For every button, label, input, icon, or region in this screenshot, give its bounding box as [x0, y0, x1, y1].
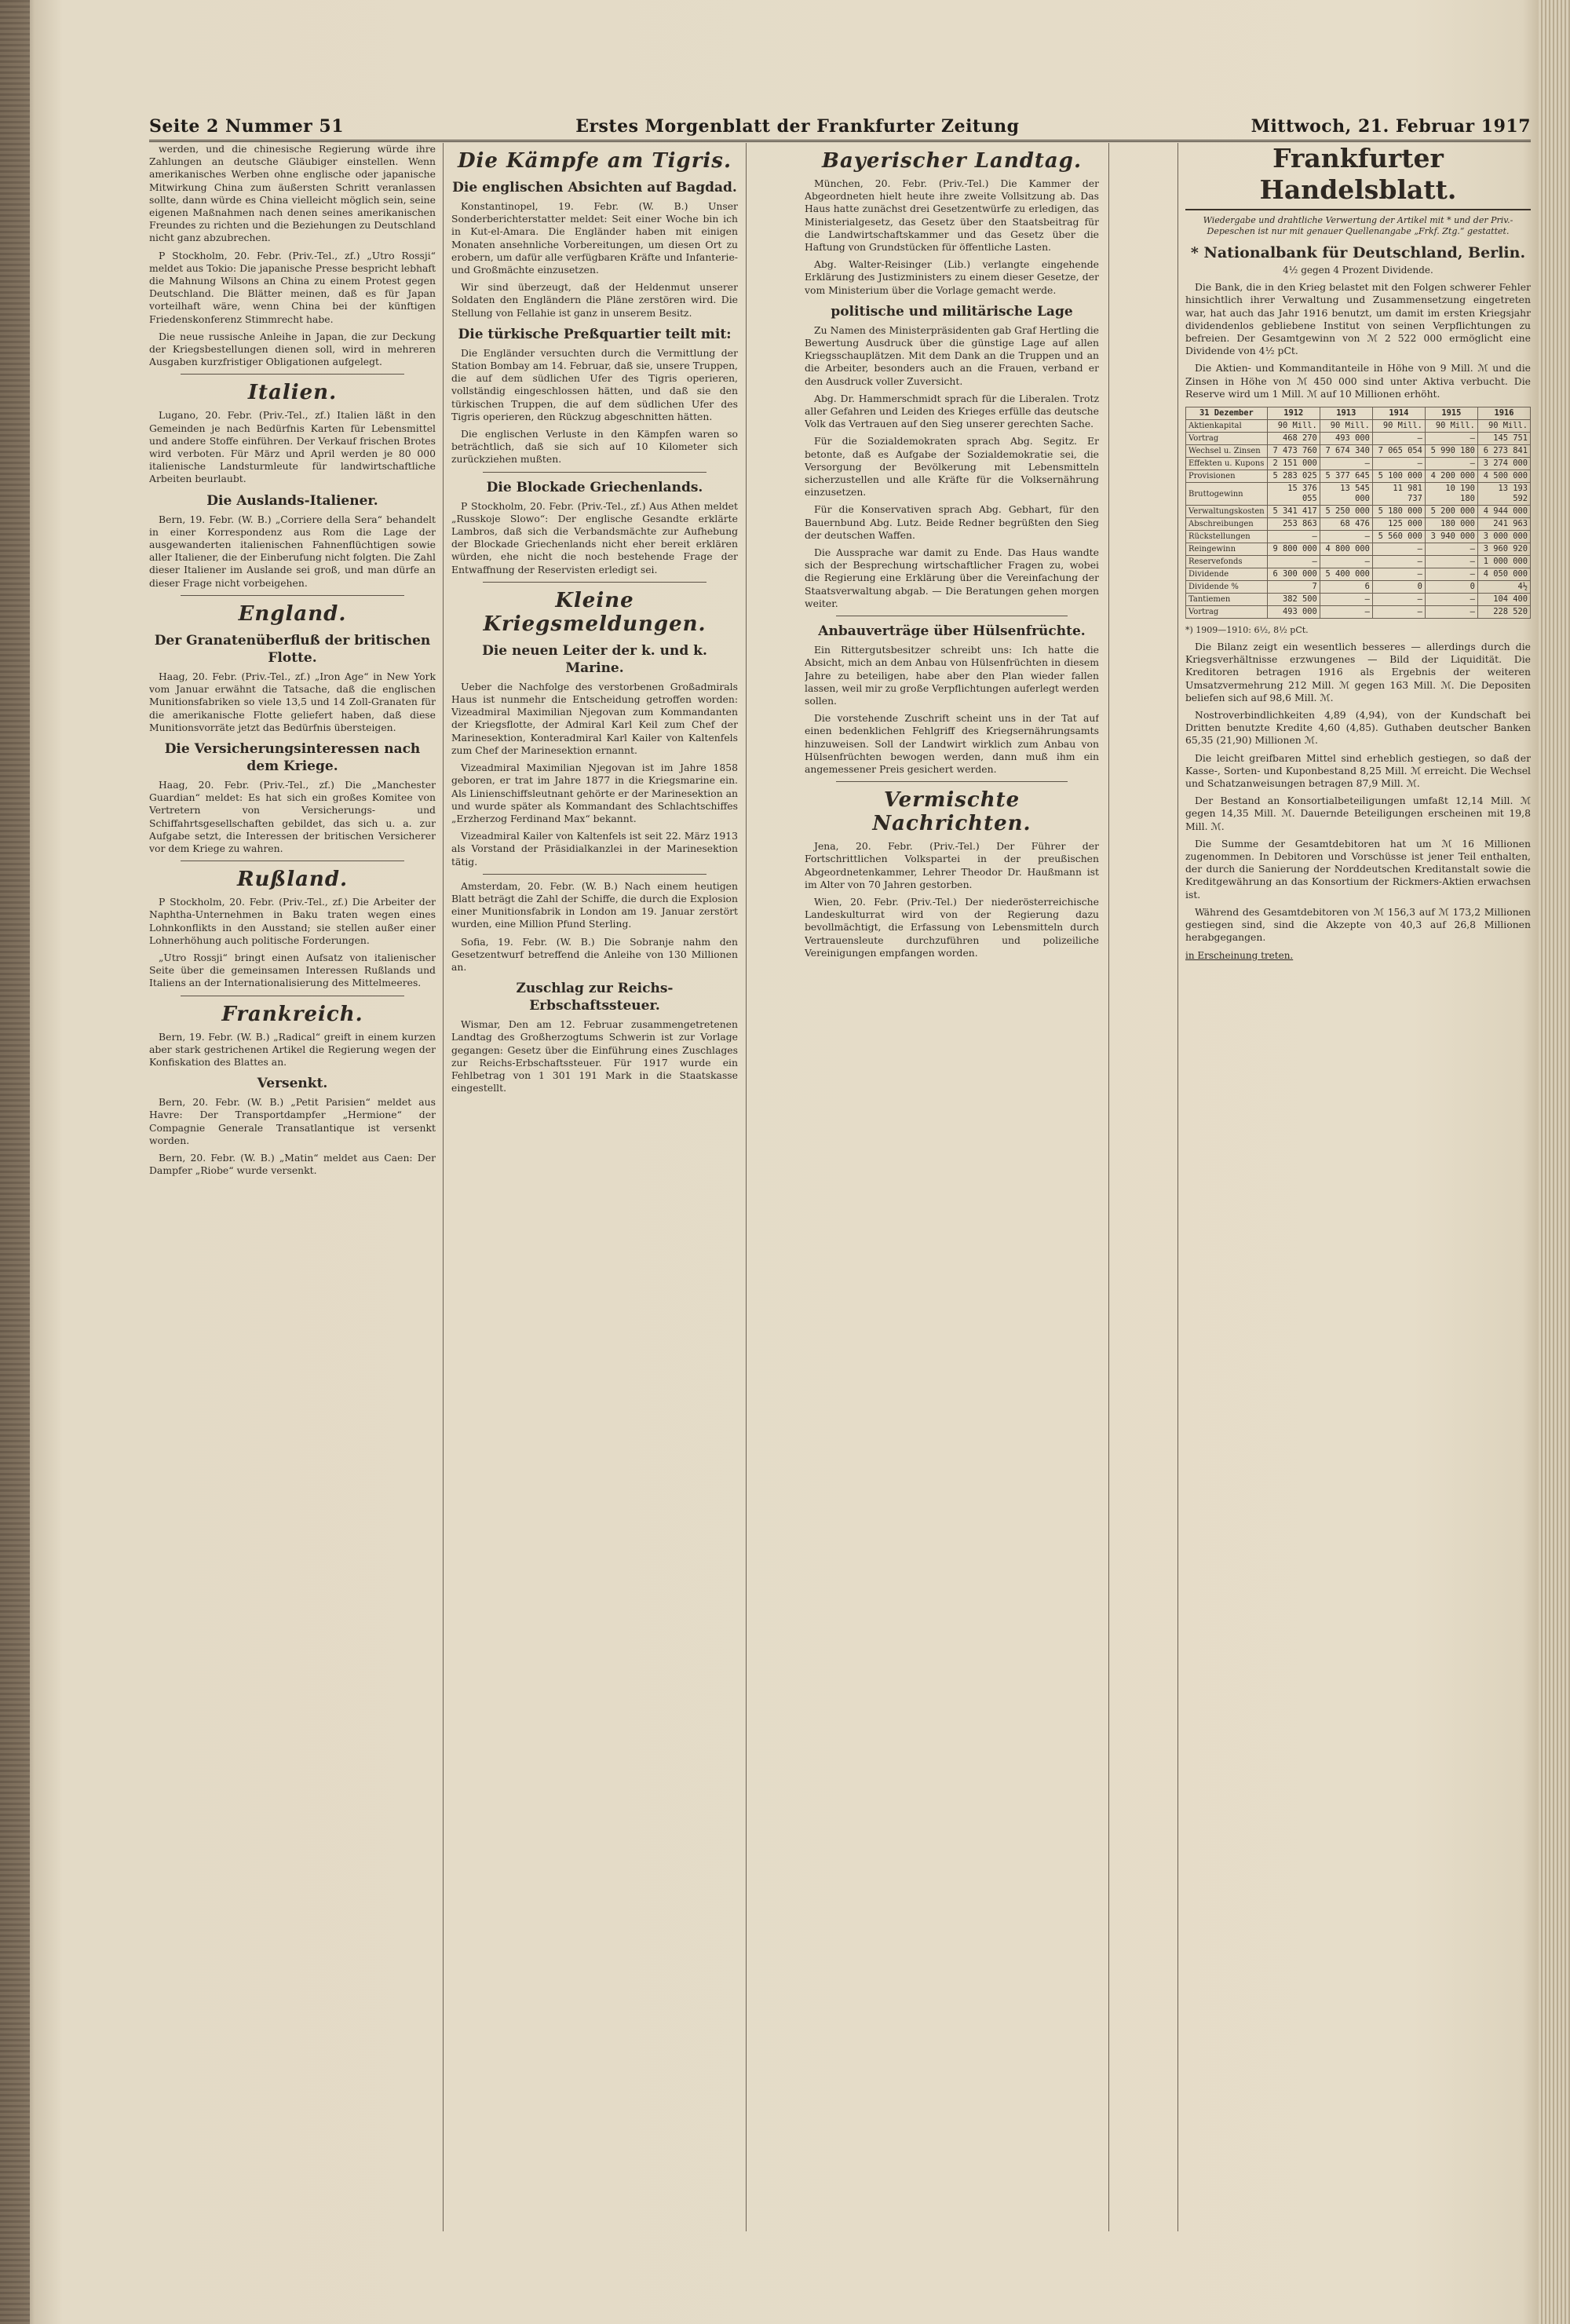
table-cell: 90 Mill. [1267, 420, 1320, 433]
article-subheading: Die neuen Leiter der k. und k. Marine. [482, 642, 707, 676]
table-cell: — [1372, 594, 1425, 606]
table-cell: 68 476 [1320, 518, 1372, 531]
section-heading-frankreich: Frankreich. [221, 1002, 363, 1026]
table-row [1186, 581, 1531, 594]
table-cell: 6 [1320, 581, 1372, 594]
table-column-header: 31 Dezember [1186, 407, 1268, 420]
table-cell: 7 [1267, 581, 1320, 594]
article-paragraph: Wismar, Den am 12. Februar zusammengetretenen Landtag des Großherzogtums Schwerin ist zur Vorlage gegangen: Gesetz über die Einführung eines Zuschlages zur Reichs-Erbschaftssteuer. Für 1917 wurde ein Fehlbetrag von 1 301 191 Mark in die Staatskasse eingestellt. [451, 1018, 738, 1094]
article-end-line: in Erscheinung treten. [1185, 949, 1294, 961]
article-paragraph: Abg. Dr. Hammerschmidt sprach für die Liberalen. Trotz aller Gefahren und Leiden des Krieges erfülle das deutsche Volk das Vertrauen auf den Sieg unserer gerechten Sache. [805, 392, 1099, 430]
table-column-header: 1914 [1372, 407, 1425, 420]
table-row [1186, 556, 1531, 568]
article-paragraph: Nostroverbindlichkeiten 4,89 (4,94), von der Kundschaft bei Dritten benutzte Kredite 4,60 (4,85). Guthaben deutscher Banken 65,35 (21,90) Millionen ℳ. [1185, 709, 1531, 747]
newspaper-title: Erstes Morgenblatt der Frankfurter Zeitung [575, 116, 1020, 137]
table-row-label: Verwaltungskosten [1186, 506, 1268, 518]
table-cell: — [1425, 543, 1477, 556]
table-cell: 9 800 000 [1267, 543, 1320, 556]
divider [181, 595, 404, 596]
table-cell: — [1425, 594, 1477, 606]
page-header [149, 102, 1531, 142]
article-heading: Die Kämpfe am Tigris. [457, 149, 732, 173]
article-paragraph: Die Summe der Gesamtdebitoren hat um ℳ 16 Millionen zugenommen. In Debitoren und Vorschüsse ist jener Teil enthalten, der durch die Sanierung der Norddeutschen Kreditanstalt sowie die Kreditgewährung an das Konsortium der Rickmers-Aktien erwachsen ist. [1185, 837, 1531, 901]
table-row [1186, 458, 1531, 470]
table-cell: 145 751 [1477, 433, 1530, 445]
table-row-label: Tantiemen [1186, 594, 1268, 606]
article-paragraph: Bern, 20. Febr. (W. B.) „Matin“ meldet aus Caen: Der Dampfer „Riobe“ wurde versenkt. [149, 1151, 436, 1177]
article-paragraph: Bern, 19. Febr. (W. B.) „Radical“ greift in einem kurzen aber stark gestrichenen Artikel die Regierung wegen der Konfiskation des Blattes an. [149, 1030, 436, 1068]
table-cell: 5 990 180 [1425, 445, 1477, 458]
divider [483, 582, 706, 583]
article-paragraph: Abg. Walter-Reisinger (Lib.) verlangte eingehende Erklärung des Justizministers zu einem dieser Gesetze, der vom Ministerium über die Vorlage gemacht werde. [805, 258, 1099, 296]
article-paragraph: Die Aktien- und Kommanditanteile in Höhe von 9 Mill. ℳ und die Zinsen in Höhe von ℳ 450 000 sind unter Aktiva verbucht. Die Reserve wird um 1 Mill. ℳ auf 10 Millionen erhöht. [1185, 362, 1531, 400]
table-cell: 253 863 [1267, 518, 1320, 531]
table-cell: — [1425, 568, 1477, 581]
table-header-row [1186, 407, 1531, 420]
table-cell: — [1372, 606, 1425, 619]
article-subheading: 4½ gegen 4 Prozent Dividende. [1283, 265, 1433, 276]
article-paragraph: P Stockholm, 20. Febr. (Priv.-Tel., zf.) Die Arbeiter der Naphtha-Unternehmen in Baku traten wegen eines Lohnkonflikts in den Ausstand; sie stellen außer einer Lohnerhöhung auch politische Forderungen. [149, 896, 436, 946]
article-paragraph: Für die Konservativen sprach Abg. Gebhart, für den Bauernbund Abg. Lutz. Beide Redner begrüßten den Sieg der deutschen Waffen. [805, 503, 1099, 541]
table-cell: 382 500 [1267, 594, 1320, 606]
article-paragraph: Die englischen Verluste in den Kämpfen waren so beträchtlich, daß sie sich auf 10 Kilometer sich zurückziehen mußten. [451, 428, 738, 466]
table-cell: 10 190 180 [1425, 483, 1477, 506]
table-cell: 5 100 000 [1372, 470, 1425, 483]
handelsblatt-title: Frankfurter Handelsblatt. [1185, 143, 1531, 210]
table-cell: 493 000 [1267, 606, 1320, 619]
column-rule [443, 143, 444, 2231]
column-3 [805, 143, 1099, 2231]
article-subheading: Die türkische Preßquartier teilt mit: [458, 326, 732, 342]
table-cell: 5 250 000 [1320, 506, 1372, 518]
table-cell: — [1320, 556, 1372, 568]
article-heading: Die Auslands-Italiener. [206, 492, 378, 509]
column-1 [149, 143, 436, 2231]
table-cell: 90 Mill. [1320, 420, 1372, 433]
article-heading: Anbauverträge über Hülsenfrüchte. [818, 623, 1086, 640]
table-cell: — [1425, 556, 1477, 568]
page-stack-edge [1539, 0, 1570, 2324]
article-paragraph: Wien, 20. Febr. (Priv.-Tel.) Der niederösterreichische Landeskulturrat wird von der Regierung dazu bevollmächtigt, die Erfassung von Lebensmitteln durch Vertrauensleute durchzuführen und polizeiliche Vereinigungen empfangen worden. [805, 895, 1099, 959]
table-cell: — [1372, 543, 1425, 556]
table-row-label: Reservefonds [1186, 556, 1268, 568]
table-row [1186, 470, 1531, 483]
table-cell: 7 674 340 [1320, 445, 1372, 458]
table-row [1186, 445, 1531, 458]
table-row [1186, 420, 1531, 433]
article-paragraph: Haag, 20. Febr. (Priv.-Tel., zf.) „Iron Age“ in New York vom Januar erwähnt die Tatsache, daß die englischen Munitionsfabriken so viele 13,5 und 14 Zoll-Granaten für die amerikanische Flotte geliefert haben, daß diese Munitionsvorräte jetzt das Bedürfnis übersteigen. [149, 670, 436, 733]
table-cell: 7 065 054 [1372, 445, 1425, 458]
table-row [1186, 543, 1531, 556]
table-cell: — [1320, 594, 1372, 606]
reprint-notice: Wiedergabe und drahtliche Verwertung der Artikel mit * und der Priv.-Depeschen ist nur mit genauer Quellenangabe „Frkf. Ztg.“ gestattet. [1203, 215, 1513, 236]
divider [181, 374, 404, 375]
article-heading: Die Versicherungsinteressen nach dem Kriege. [164, 740, 421, 774]
table-cell: 3 940 000 [1425, 531, 1477, 543]
table-column-header: 1916 [1477, 407, 1530, 420]
article-paragraph: Haag, 20. Febr. (Priv.-Tel., zf.) Die „Manchester Guardian“ meldet: Es hat sich ein großes Komitee von Vertretern von Versicherungs- und Schiffahrtsgesellschaften gebildet, das sich u. a. zur Aufgabe setzt, die Interessen der britischen Versicherer vor dem Kriege zu wahren. [149, 778, 436, 854]
article-paragraph: Konstantinopel, 19. Febr. (W. B.) Unser Sonderberichterstatter meldet: Seit einer Woche bin ich in Kut-el-Amara. Die Engländer haben mit einigen Monaten ansehnliche Vorbereitungen, um diesen Ort zu erobern, um dafür alle verfügbaren Kräfte und Infanterie- und Großmächte einzusetzen. [451, 200, 738, 276]
table-cell: 1 000 000 [1477, 556, 1530, 568]
table-cell: 2 151 000 [1267, 458, 1320, 470]
table-row [1186, 506, 1531, 518]
table-cell: — [1372, 568, 1425, 581]
table-cell: 5 377 645 [1320, 470, 1372, 483]
article-paragraph: Zu Namen des Ministerpräsidenten gab Graf Hertling die Bewertung Ausdruck über die günstige Lage auf allen Kriegsschauplätzen. Mit dem Dank an die Truppen und an die Arbeiter, besonders auch an die Frauen, verband er den Ausdruck voller Zuversicht. [805, 323, 1099, 387]
table-row-label: Dividende % [1186, 581, 1268, 594]
table-cell: 3 000 000 [1477, 531, 1530, 543]
article-paragraph: „Utro Rossji“ bringt einen Aufsatz von italienischer Seite über die gemeinsamen Interessen Rußlands und Italiens an der Internationalisierung des Mittelmeeres. [149, 951, 436, 989]
table-cell: 0 [1425, 581, 1477, 594]
table-cell: 11 981 737 [1372, 483, 1425, 506]
column-rule [1108, 143, 1109, 2231]
article-heading: * Nationalbank für Deutschland, Berlin. [1190, 244, 1526, 261]
table-cell: 5 341 417 [1267, 506, 1320, 518]
table-column-header: 1912 [1267, 407, 1320, 420]
table-cell: — [1267, 531, 1320, 543]
table-cell: — [1320, 458, 1372, 470]
table-cell: 468 270 [1267, 433, 1320, 445]
article-subheading: Die englischen Absichten auf Bagdad. [452, 180, 737, 195]
article-paragraph: Ein Rittergutsbesitzer schreibt uns: Ich hatte die Absicht, mich an dem Anbau von Hülsenfrüchten in diesem Jahre zu beteiligen, habe aber den Plan wieder fallen lassen, weil mir zu große Verpflichtungen auferlegt werden sollen. [805, 644, 1099, 707]
table-cell: 0 [1372, 581, 1425, 594]
table-row [1186, 606, 1531, 619]
table-cell: 7 473 760 [1267, 445, 1320, 458]
table-cell: 180 000 [1425, 518, 1477, 531]
table-cell: 3 274 000 [1477, 458, 1530, 470]
table-cell: 228 520 [1477, 606, 1530, 619]
article-paragraph: Der Bestand an Konsortialbeteiligungen umfaßt 12,14 Mill. ℳ gegen 14,35 Mill. ℳ. Dauernde Beteiligungen erscheinen mit 19,8 Mill. ℳ. [1185, 795, 1531, 832]
table-row [1186, 483, 1531, 506]
table-row-label: Reingewinn [1186, 543, 1268, 556]
table-cell: 4 500 000 [1477, 470, 1530, 483]
table-row-label: Effekten u. Kupons [1186, 458, 1268, 470]
section-heading-kriegsmeldungen: Kleine Kriegsmeldungen. [483, 588, 706, 636]
table-cell: 6 273 841 [1477, 445, 1530, 458]
article-paragraph: Vizeadmiral Maximilian Njegovan ist im Jahre 1858 geboren, er trat im Jahre 1877 in die Kriegsmarine ein. Als Linienschiffsleutnant gehörte er der Marinesektion an und wurde später als Kommandant des Schlachtschiffes „Erzherzog Ferdinand Max“ bekannt. [451, 762, 738, 824]
article-paragraph: Wir sind überzeugt, daß der Heldenmut unserer Soldaten den Engländern die Pläne zerstören wird. Die Stellung von Fellahie ist ganz in unserem Besitz. [451, 281, 738, 319]
article-paragraph: werden, und die chinesische Regierung würde ihre Zahlungen an deutsche Gläubiger einstellen. Wenn amerikanisches Werben ohne englische oder japanische Mitwirkung China zum äußersten Schritt veranlassen sollte, dann würde es China vielleicht möglich sein, seine eigenen Maßnahmen nach denen seines amerikanischen Freundes zu richten und die Beziehungen zu Deutschland nicht ganz abzubrechen. [149, 143, 436, 244]
table-row-label: Bruttogewinn [1186, 483, 1268, 506]
table-row [1186, 531, 1531, 543]
table-row-label: Aktienkapital [1186, 420, 1268, 433]
table-cell: 104 400 [1477, 594, 1530, 606]
article-paragraph: P Stockholm, 20. Febr. (Priv.-Tel., zf.) „Utro Rossji“ meldet aus Tokio: Die japanische Presse bespricht lebhaft die Mahnung Wilsons an China zu einem Protest gegen Deutschland. Die Blätter meinen, daß es für Japan vorteilhaft wäre, wenn China bei der künftigen Friedenskonferenz Stimmrecht habe. [149, 249, 436, 325]
table-body [1186, 420, 1531, 619]
section-heading-england: England. [238, 601, 347, 626]
article-paragraph: Die Bilanz zeigt ein wesentlich besseres — allerdings durch die Kriegsverhältnisse erzwungenes — Bild der Liquidität. Die Kreditoren betragen 1916 als Ergebnis der weiteren Umsatzvermehrung 212 Mill. ℳ gegen 163 Mill. ℳ. Die Depositen beliefen sich auf 98,6 Mill. ℳ. [1185, 641, 1531, 703]
table-cell: — [1372, 458, 1425, 470]
column-4-handelsblatt [1185, 143, 1531, 2231]
table-cell: 6 300 000 [1267, 568, 1320, 581]
table-column-header: 1913 [1320, 407, 1372, 420]
table-cell: 5 283 025 [1267, 470, 1320, 483]
table-row-label: Vortrag [1186, 606, 1268, 619]
book-spine-edge [0, 0, 30, 2324]
table-cell: 90 Mill. [1477, 420, 1530, 433]
table-cell: — [1425, 606, 1477, 619]
table-row-label: Abschreibungen [1186, 518, 1268, 531]
table-row-label: Provisionen [1186, 470, 1268, 483]
balance-table [1185, 407, 1531, 619]
article-paragraph: Vizeadmiral Kailer von Kaltenfels ist seit 22. März 1913 als Vorstand der Präsidialkanzlei in der Marinesektion tätig. [451, 830, 738, 868]
newspaper-page [149, 102, 1531, 2293]
table-cell: 13 193 592 [1477, 483, 1530, 506]
article-paragraph: Sofia, 19. Febr. (W. B.) Die Sobranje nahm den Gesetzentwurf betreffend die Anleihe von 130 Millionen an. [451, 935, 738, 973]
article-heading: Die Blockade Griechenlands. [486, 479, 703, 495]
article-paragraph: Die Bank, die in den Krieg belastet mit den Folgen schwerer Fehler hinsichtlich ihrer Verwaltung und Zusammensetzung eingetreten war, hat auch das Jahr 1916 benutzt, um damit im ersten Kriegsjahr dividendenlos gebliebene Institut von seinen Verpflichtungen zu befreien. Der Gesamtgewinn von ℳ 2 522 000 ermöglicht eine Dividende von 4½ pCt. [1185, 281, 1531, 357]
article-heading: Versenkt. [257, 1076, 328, 1092]
article-paragraph: Die leicht greifbaren Mittel sind erheblich gestiegen, so daß der Kasse-, Sorten- und Kuponbestand 8,25 Mill. ℳ erreicht. Die Wechsel und Schatzanweisungen betragen 87,9 Mill. ℳ. [1185, 751, 1531, 790]
table-cell: — [1425, 458, 1477, 470]
table-cell: — [1320, 531, 1372, 543]
article-paragraph: Für die Sozialdemokraten sprach Abg. Segitz. Er betonte, daß es Aufgabe der Sozialdemokratie sei, die Versorgung der Bevölkerung mit Lebensmitteln sicherzustellen und alle Kräfte für die Volksernährung einzusetzen. [805, 435, 1099, 499]
table-cell: 5 200 000 [1425, 506, 1477, 518]
table-cell: 4 050 000 [1477, 568, 1530, 581]
divider [836, 781, 1068, 782]
table-row-label: Vortrag [1186, 433, 1268, 445]
article-paragraph: Bern, 20. Febr. (W. B.) „Petit Parisien“ meldet aus Havre: Der Transportdampfer „Hermione“ der Compagnie Generale Transatlantique ist versenkt worden. [149, 1096, 436, 1146]
table-cell: — [1372, 433, 1425, 445]
column-rule [746, 143, 747, 2231]
table-cell: 4 800 000 [1320, 543, 1372, 556]
table-row-label: Wechsel u. Zinsen [1186, 445, 1268, 458]
table-row [1186, 568, 1531, 581]
table-cell: 125 000 [1372, 518, 1425, 531]
table-cell: 15 376 055 [1267, 483, 1320, 506]
section-heading-italien: Italien. [247, 381, 338, 405]
article-heading: Bayerischer Landtag. [821, 149, 1082, 173]
table-cell: 241 963 [1477, 518, 1530, 531]
table-cell: 3 960 920 [1477, 543, 1530, 556]
article-paragraph: Ueber die Nachfolge des verstorbenen Großadmirals Haus ist nunmehr die Entscheidung getroffen worden: Vizeadmiral Maximilian Njegovan zum Kommandanten der Kriegsflotte, der Admiral Karl Keil zum Chef der Marinesektion, Konteradmiral Karl Kailer von Kaltenfels zum Chef der Marinesektion ernannt. [451, 680, 738, 756]
table-cell: 4 944 000 [1477, 506, 1530, 518]
table-row-label: Rückstellungen [1186, 531, 1268, 543]
table-cell: 5 180 000 [1372, 506, 1425, 518]
page-number: Seite 2 Nummer 51 [149, 116, 345, 137]
table-cell: 4 200 000 [1425, 470, 1477, 483]
section-heading-vermischte: Vermischte Nachrichten. [872, 788, 1031, 836]
table-row [1186, 594, 1531, 606]
article-paragraph: Jena, 20. Febr. (Priv.-Tel.) Der Führer der Fortschrittlichen Volkspartei in der preußischen Abgeordnetenkammer, Lehrer Theodor Dr. Haußmann ist im Alter von 70 Jahren gestorben. [805, 840, 1099, 890]
table-cell: — [1320, 606, 1372, 619]
article-paragraph: München, 20. Febr. (Priv.-Tel.) Die Kammer der Abgeordneten hielt heute ihre zweite Vollsitzung ab. Das Haus hatte zunächst drei Gesetzentwürfe zu erledigen, das Ministerialgesetz, das Gesetz über den Staatsbeitrag für die Landwirtschaftskammer und das Gesetz über die Haftung von Grundstücken für öffentliche Lasten. [805, 177, 1099, 254]
article-subheading: politische und militärische Lage [831, 303, 1073, 320]
issue-date: Mittwoch, 21. Februar 1917 [1251, 116, 1531, 137]
article-paragraph: Die Engländer versuchten durch die Vermittlung der Station Bombay am 14. Februar, daß sie, unsere Truppen, die auf dem südlichen Ufer des Tigris operieren, vollständig eingeschlossen hätten, und daß sie den türkischen Truppen, die auf dem südlichen Ufer des Tigris operieren, den Rückzug abgeschnitten hätten. [451, 346, 738, 422]
article-paragraph: Amsterdam, 20. Febr. (W. B.) Nach einem heutigen Blatt beträgt die Zahl der Schiffe, die durch die Explosion einer Munitionsfabrik in London am 19. Januar zerstört wurden, eine Million Pfund Sterling. [451, 879, 738, 930]
table-cell: 493 000 [1320, 433, 1372, 445]
table-cell: 13 545 000 [1320, 483, 1372, 506]
article-heading: Der Granatenüberfluß der britischen Flotte. [154, 632, 431, 666]
table-cell: — [1425, 433, 1477, 445]
table-cell: 5 400 000 [1320, 568, 1372, 581]
article-paragraph: Bern, 19. Febr. (W. B.) „Corriere della Sera“ behandelt in einer Korrespondenz aus Rom die Lage der ausgewanderten italienischen Fahnenflüchtigen sowie aller Italiener, die der Einberufung nicht folgten. Die Zahl dieser Italiener im Auslande sei groß, und man dürfe an dieser Frage nicht vorbeigehen. [149, 513, 436, 589]
table-cell: 90 Mill. [1425, 420, 1477, 433]
article-paragraph: Während des Gesamtdebitoren von ℳ 156,3 auf ℳ 173,2 Millionen gestiegen sind, sind die Akzepte von 40,3 auf 26,8 Millionen herabgegangen. [1185, 905, 1531, 944]
table-cell: 90 Mill. [1372, 420, 1425, 433]
table-cell: 4½ [1477, 581, 1530, 594]
table-footnote: *) 1909—1910: 6½, 8½ pCt. [1185, 625, 1309, 636]
table-cell: — [1372, 556, 1425, 568]
divider [483, 472, 706, 473]
section-heading-russland: Rußland. [236, 868, 349, 892]
table-row [1186, 518, 1531, 531]
article-paragraph: Die vorstehende Zuschrift scheint uns in der Tat auf einen bedenklichen Fehlgriff des Kriegsernährungsamts hinzuweisen. Soll der Landwirt wirklich zum Anbau von Hülsenfrüchten bewogen werden, dann muß ihm ein angemessener Preis gesichert werden. [805, 712, 1099, 775]
article-heading: Zuschlag zur Reichs-Erbschaftssteuer. [516, 981, 674, 1014]
divider [483, 874, 706, 875]
table-cell: 5 560 000 [1372, 531, 1425, 543]
table-row [1186, 433, 1531, 445]
table-column-header: 1915 [1425, 407, 1477, 420]
table-row-label: Dividende [1186, 568, 1268, 581]
article-paragraph: Lugano, 20. Febr. (Priv.-Tel., zf.) Italien läßt in den Gemeinden je nach Bedürfnis Karten für Lebensmittel und andere Stoffe einführen. Der Verkauf frischen Brotes wird verboten. Für März und April werden je 80 000 italienische Landsturmleute für landwirtschaftliche Arbeiten beurlaubt. [149, 409, 436, 485]
column-2 [451, 143, 738, 2231]
article-paragraph: Die neue russische Anleihe in Japan, die zur Deckung der Kriegsbestellungen dienen soll, wird in mehreren Ausgaben kurzfristiger Obligationen aufgelegt. [149, 330, 436, 368]
table-cell: — [1267, 556, 1320, 568]
article-paragraph: Die Aussprache war damit zu Ende. Das Haus wandte sich der Besprechung wirtschaftlicher Fragen zu, wobei die Regierung eine Erklärung über die Vereinfachung der Staatsverwaltung abgab. — Die Beratungen gehen morgen weiter. [805, 546, 1099, 609]
article-paragraph: P Stockholm, 20. Febr. (Priv.-Tel., zf.) Aus Athen meldet „Russkoje Slowo“: Der englische Gesandte erklärte Lambros, daß sich die Verbandsmächte zur Aufhebung der Blockade Griechenlands nicht eher bereit erklären würden, ehe nicht die noch bestehende Frage der Entwaffnung der Reservisten erledigt sei. [451, 499, 738, 576]
